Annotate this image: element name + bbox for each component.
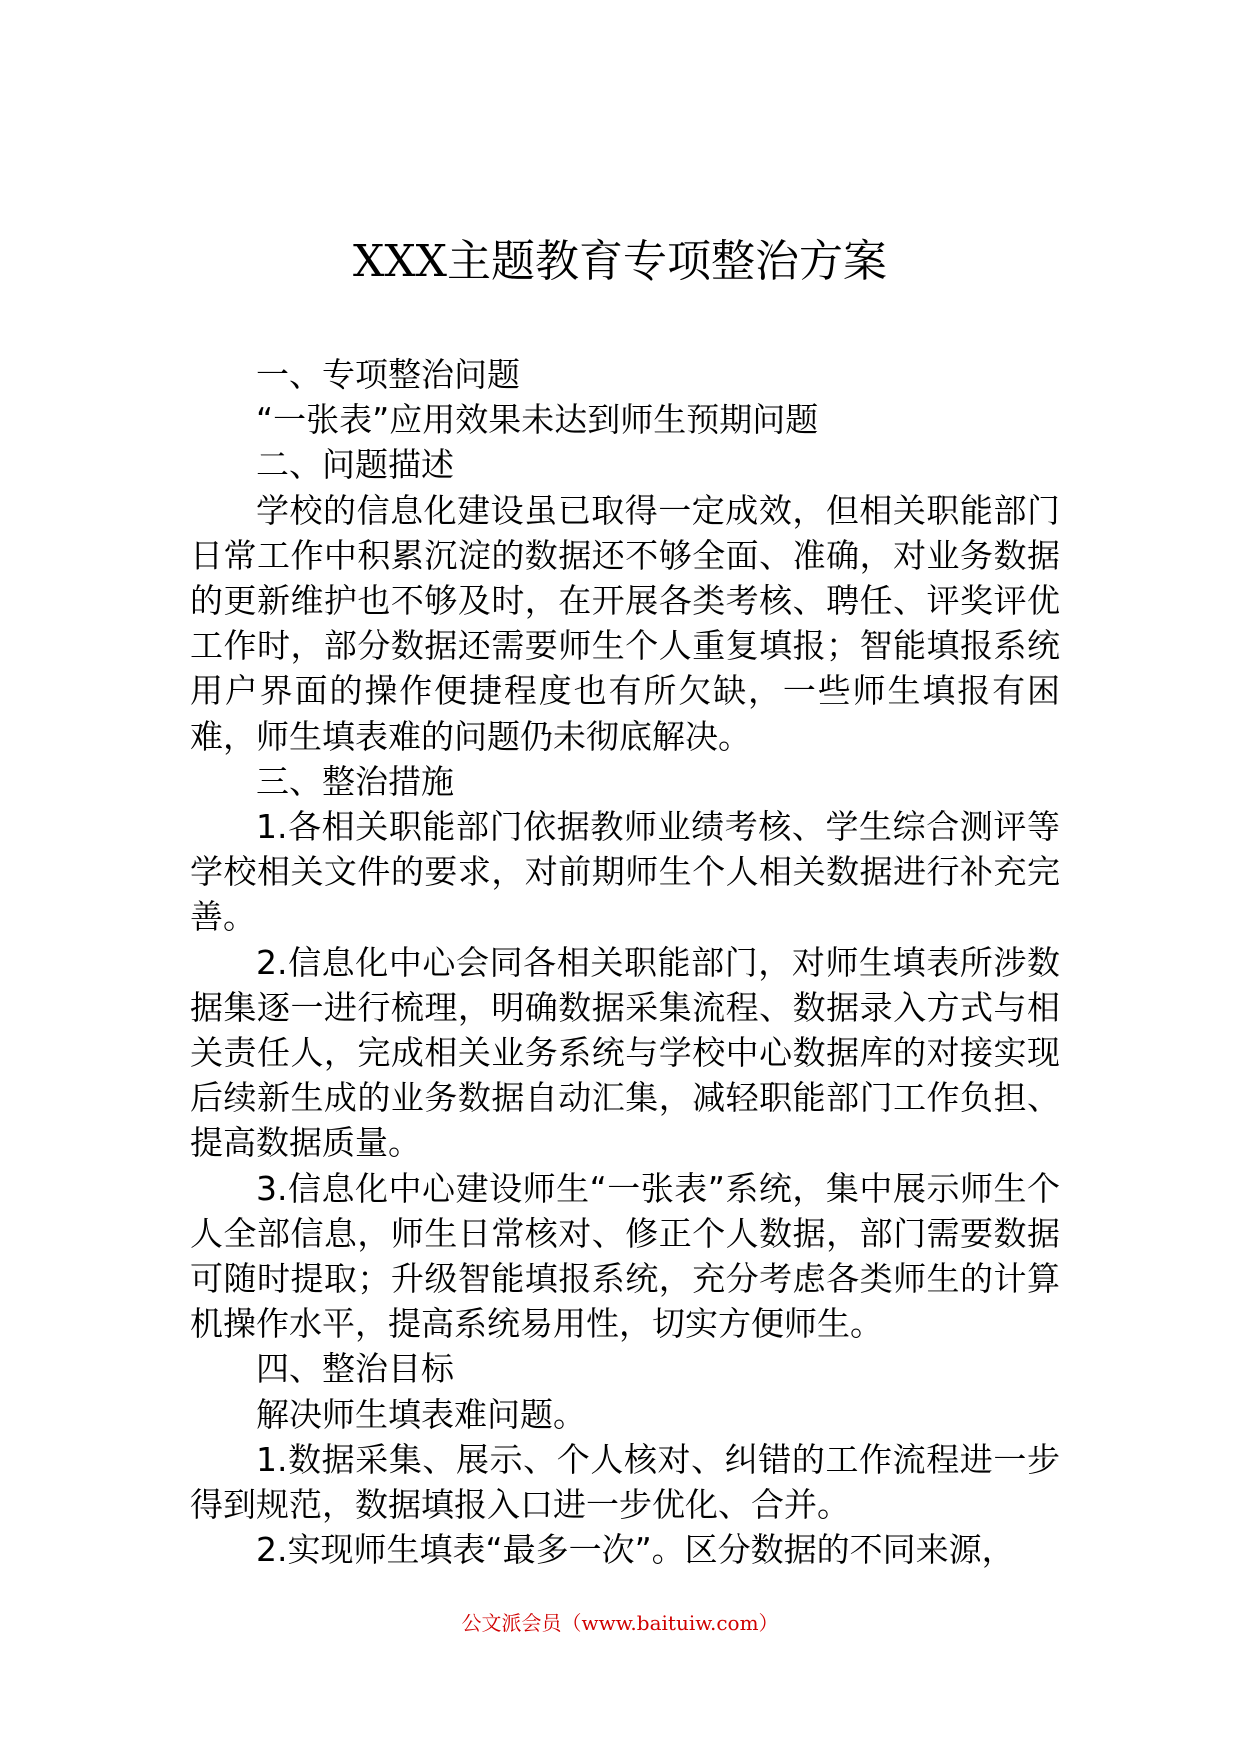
document-body [190, 352, 1060, 1572]
paragraph: 2.实现师生填表“最多一次”。区分数据的不同来源， [256, 1530, 1015, 1570]
paragraph: 1.数据采集、展示、个人核对、纠错的工作流程进一步得到规范，数据填报入口进一步优化、合并。 [190, 1439, 1060, 1525]
paragraph: 解决师生填表难问题。 [256, 1394, 586, 1434]
paragraph: 2.信息化中心会同各相关职能部门，对师生填表所涉数据集逐一进行梳理，明确数据采集流程、数据录入方式与相关责任人，完成相关业务系统与学校中心数据库的对接实现后续新生成的业务数据自动汇集，减轻职能部门工作负担、提高数据质量。 [190, 942, 1060, 1163]
section-heading: 二、问题描述 [256, 445, 454, 485]
section-heading: 三、整治措施 [256, 761, 454, 801]
section-heading: 四、整治目标 [256, 1349, 454, 1389]
paragraph: 1.各相关职能部门依据教师业绩考核、学生综合测评等学校相关文件的要求，对前期师生个人相关数据进行补充完善。 [190, 807, 1060, 937]
paragraph: 学校的信息化建设虽已取得一定成效，但相关职能部门日常工作中积累沉淀的数据还不够全面、准确，对业务数据的更新维护也不够及时，在开展各类考核、聘任、评奖评优工作时，部分数据还需要师生个人重复填报；智能填报系统用户界面的操作便捷程度也有所欠缺，一些师生填报有困难，师生填表难的问题仍未彻底解决。 [190, 490, 1060, 756]
document-title: XXX主题教育专项整治方案 [353, 236, 887, 287]
paragraph: “一张表”应用效果未达到师生预期问题 [256, 400, 819, 440]
paragraph: 3.信息化中心建设师生“一张表”系统，集中展示师生个人全部信息，师生日常核对、修正个人数据，部门需要数据可随时提取；升级智能填报系统，充分考虑各类师生的计算机操作水平，提高系统易用性，切实方便师生。 [190, 1168, 1060, 1344]
section-heading: 一、专项整治问题 [256, 355, 520, 394]
watermark-footer: 公文派会员（www.baituiw.com） [461, 1611, 779, 1635]
